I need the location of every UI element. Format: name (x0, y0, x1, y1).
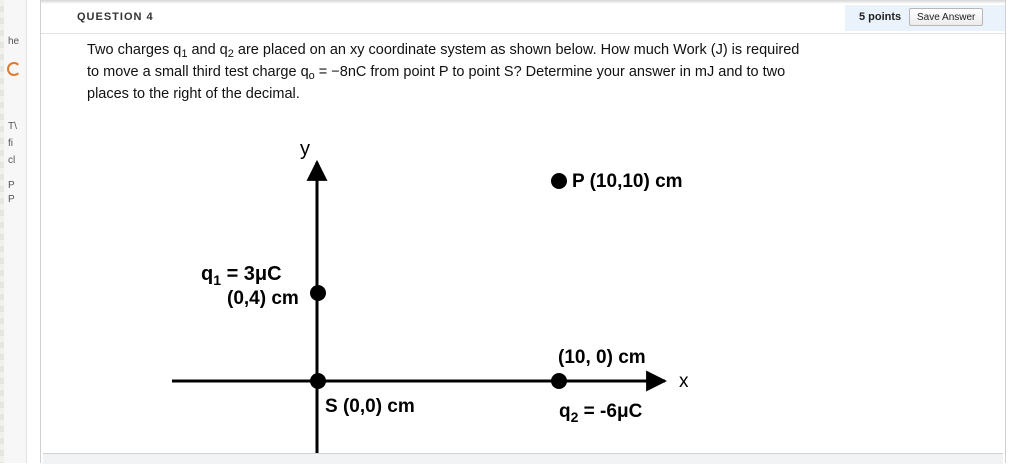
q1-label (201, 263, 282, 288)
sidebar-fragment-text: T\ (8, 121, 17, 132)
q1-value: = 3μC (221, 263, 282, 285)
answer-area[interactable] (43, 453, 1003, 464)
refresh-icon[interactable] (7, 62, 21, 76)
left-sidebar-fragment (0, 0, 27, 463)
charge-diagram (41, 120, 1001, 453)
save-answer-button[interactable]: Save Answer (909, 8, 983, 26)
question-text-part: Two charges q (87, 42, 182, 58)
q2-label (559, 401, 643, 425)
point-p-label: P (10,10) cm (572, 171, 683, 192)
question-title: QUESTION 4 (77, 11, 154, 23)
subscript: 2 (227, 48, 234, 60)
sidebar-stripe (0, 0, 4, 463)
question-header (41, 0, 1005, 34)
question-text-part: and q (187, 42, 228, 58)
question-container (40, 0, 1006, 463)
q2-subscript: 2 (570, 409, 579, 425)
points-area (845, 5, 1005, 31)
sidebar-fragment-text: he (8, 36, 20, 47)
question-points: 5 points (859, 11, 902, 23)
q2-symbol: q (559, 401, 571, 422)
y-axis-label: y (300, 138, 310, 160)
point-s-label: S (0,0) cm (325, 396, 415, 417)
subscript: o (308, 70, 315, 82)
q1-coordinates: (0,4) cm (227, 288, 299, 309)
sidebar-fragment-text: fi (8, 138, 13, 149)
sidebar-fragment-text: cl (8, 155, 16, 166)
q1-dot (310, 285, 326, 301)
point-p-dot (551, 173, 567, 189)
q1-subscript: 1 (213, 272, 222, 288)
q2-coordinates: (10, 0) cm (558, 347, 646, 368)
sidebar-fragment-text: P (8, 180, 15, 191)
question-text (87, 39, 807, 105)
question-text-part: are placed on an xy coordinate system as shown below. How much Work (J) is required to move a small third test charge q (87, 42, 800, 80)
sidebar-fragment-text: P (8, 194, 15, 205)
q1-symbol: q (201, 263, 214, 285)
question-text-part: = −8nC from point P to point S? Determine your answer in mJ and to two places to the right of the decimal. (87, 64, 786, 102)
header-shadow (41, 0, 1005, 4)
q2-dot (551, 373, 567, 389)
x-axis-label: x (679, 371, 689, 392)
subscript: 1 (181, 48, 188, 60)
q2-value: = -6μC (578, 401, 643, 422)
point-s-dot (310, 373, 326, 389)
